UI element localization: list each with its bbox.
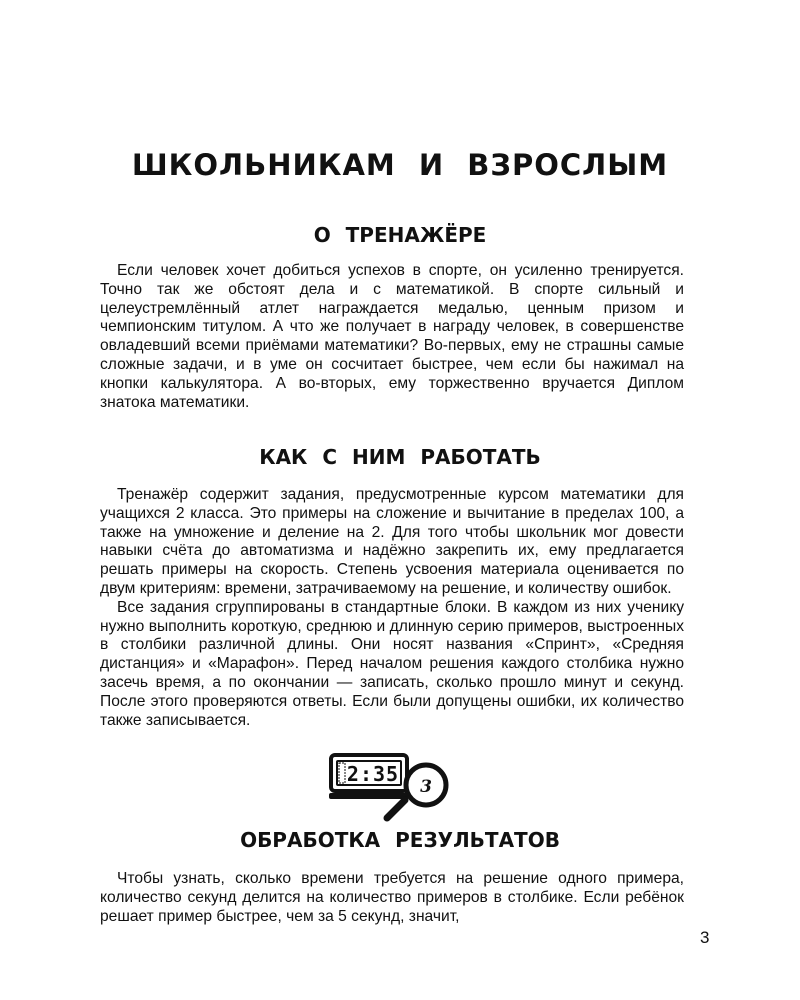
section-heading-about: О ТРЕНАЖЁРЕ [313,223,487,247]
section-text-about [100,262,684,412]
section-heading-results: ОБРАБОТКА РЕЗУЛЬТАТОВ [240,828,560,852]
section-text-how-to-work [100,486,684,730]
paragraph: Тренажёр содержит задания, предусмотренные курсом математики для учащихся 2 класса. Это примеры на сложение и вычитание в пределах 100, а также на умножение и деление на 2. Для того чтобы школьник мог довести навыки счёта до автоматизма и надёжно закрепить их, ему предлагается решать примеры на скорость. Степень усвоения материала оценивается по двум критериям: времени, затрачиваемому на решение, и количеству ошибок. [100,486,684,597]
timer-display: 2:35 [346,762,400,786]
page-title: ШКОЛЬНИКАМ И ВЗРОСЛЫМ [131,148,669,182]
magnifier-label: 3 [420,777,432,797]
section-text-results [100,870,684,926]
page-number: 3 [700,928,710,947]
paragraph: Если человек хочет добиться успехов в спорте, он усиленно тренируется. Точно так же обстоят дела и с математикой. В спорте сильный и целеустремлённый атлет награждается медалью, ценным призом и чемпионским титулом. А что же получает в награду человек, в совершенстве овладевший всеми приёмами математики? Во-первых, ему не страшны самые сложные задачи, и в уме он сосчитает быстрее, чем если бы нажимал на кнопки калькулятора. А во-вторых, ему торжественно вручается Диплом знатока математики. [100,262,684,411]
digital-clock-icon [329,755,409,799]
paragraph: Все задания сгруппированы в стандартные блоки. В каждом из них ученику нужно выполнить короткую, среднюю и длинную серию примеров, выстроенных в столбики различной длины. Они носят названия «Спринт», «Средняя дистанция» и «Марафон». Перед началом решения каждого столбика нужно засечь время, а по окончании — записать, сколько прошло минут и секунд. После этого проверяются ответы. Если были допущены ошибки, их количество также записывается. [100,598,684,729]
paragraph: Чтобы узнать, сколько времени требуется на решение одного примера, количество секунд делится на количество примеров в столбике. Если ребёнок решает пример быстрее, чем за 5 секунд, значит, [100,870,684,925]
section-heading-how-to-work: КАК С НИМ РАБОТАТЬ [259,445,541,469]
stopwatch-magnifier-illustration [325,752,455,824]
